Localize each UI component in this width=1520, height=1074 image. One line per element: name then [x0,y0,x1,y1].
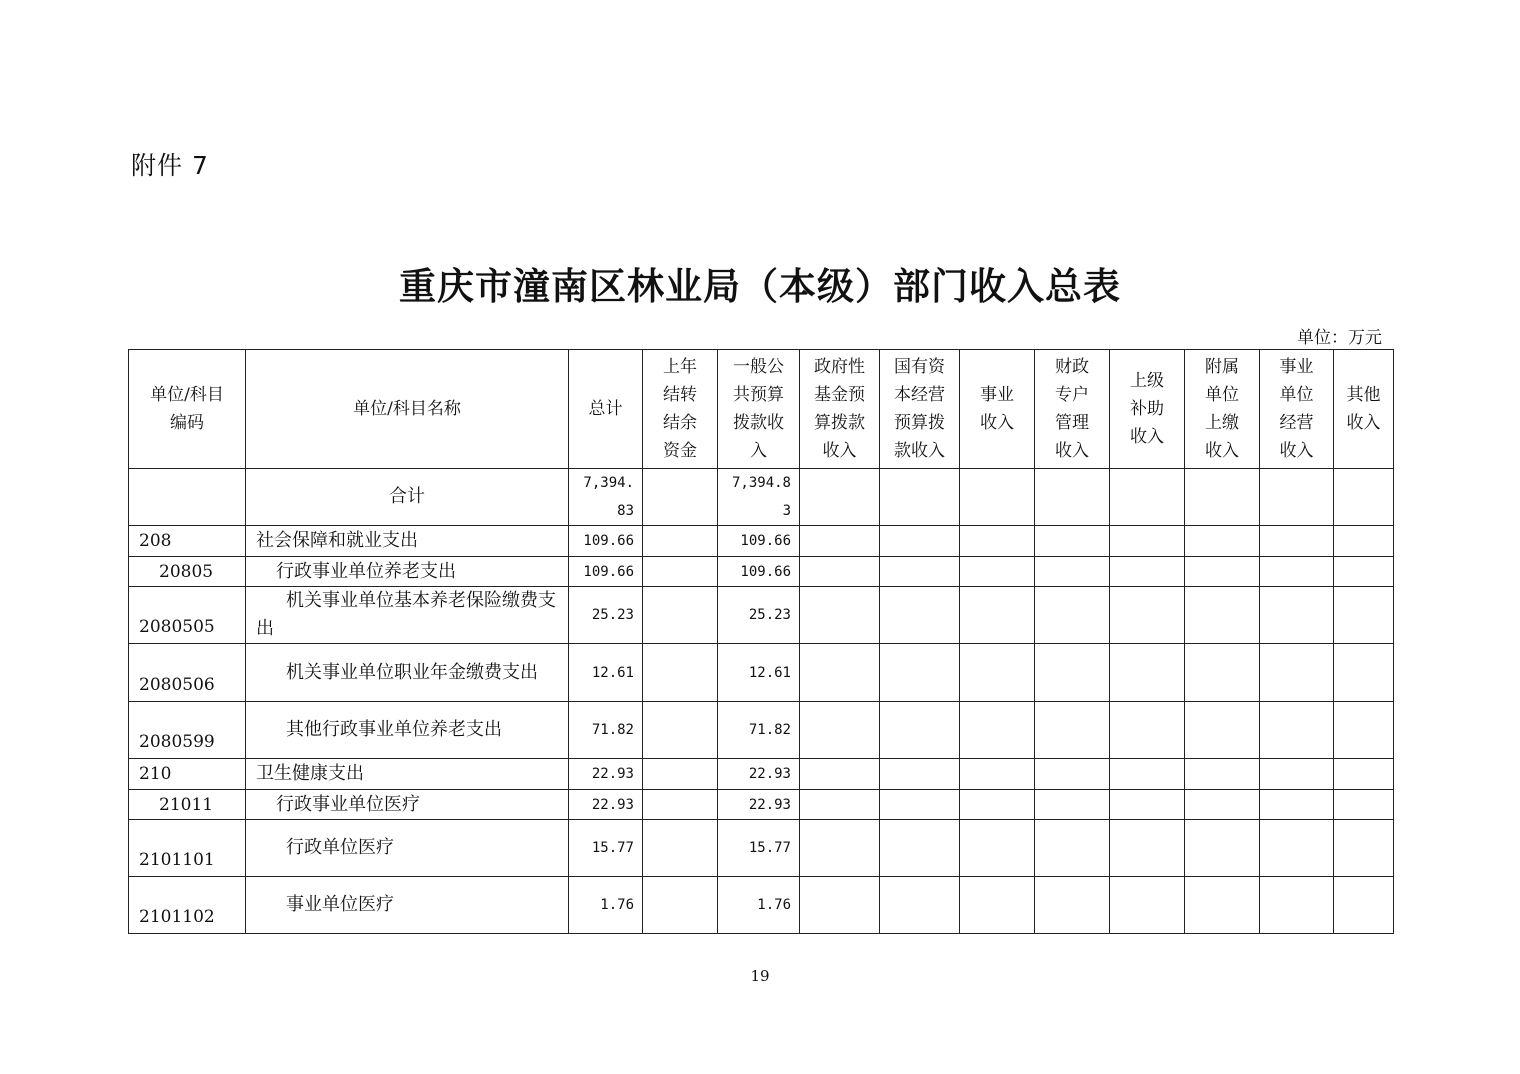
empty-cell [643,526,718,557]
empty-cell [1334,526,1394,557]
name-cell: 行政事业单位养老支出 [246,557,569,587]
header-cell: 上级 补助 收入 [1110,350,1185,469]
empty-cell [960,644,1035,702]
header-cell: 事业 收入 [960,350,1035,469]
total-cell: 12.61 [569,644,643,702]
table-row [129,702,1394,759]
empty-cell [1185,820,1260,877]
empty-cell [1334,557,1394,587]
empty-cell [880,702,960,759]
name-cell: 其他行政事业单位养老支出 [246,702,569,759]
empty-cell [1260,526,1334,557]
total-cell: 1.76 [569,877,643,934]
empty-cell [1185,557,1260,587]
empty-cell [643,790,718,820]
empty-cell [800,820,880,877]
empty-cell [1035,790,1110,820]
code-cell: 208 [129,526,246,557]
empty-cell [960,702,1035,759]
empty-cell [1185,702,1260,759]
empty-cell [880,557,960,587]
empty-cell [880,469,960,526]
empty-cell [1260,759,1334,790]
table-row [129,587,1394,644]
table-row [129,759,1394,790]
table-row [129,790,1394,820]
empty-cell [1260,557,1334,587]
empty-cell [643,587,718,644]
total-cell: 22.93 [569,759,643,790]
empty-cell [643,469,718,526]
empty-cell [1110,587,1185,644]
name-cell: 机关事业单位职业年金缴费支出 [246,644,569,702]
empty-cell [800,759,880,790]
empty-cell [1035,877,1110,934]
code-cell: 2080505 [129,587,246,644]
total-cell: 15.77 [569,820,643,877]
empty-cell [1185,587,1260,644]
name-cell: 行政单位医疗 [246,820,569,877]
empty-cell [1110,469,1185,526]
empty-cell [800,587,880,644]
total-cell: 109.66 [569,557,643,587]
empty-cell [643,759,718,790]
empty-cell [1260,469,1334,526]
empty-cell [960,820,1035,877]
name-cell: 事业单位医疗 [246,877,569,934]
income-summary-table [128,349,1394,934]
empty-cell [643,702,718,759]
page-number: 19 [750,967,770,985]
code-cell: 20805 [129,557,246,587]
empty-cell [1110,759,1185,790]
header-cell: 财政 专户 管理 收入 [1035,350,1110,469]
empty-cell [1110,790,1185,820]
code-cell: 21011 [129,790,246,820]
empty-cell [1035,644,1110,702]
code-cell: 210 [129,759,246,790]
empty-cell [960,587,1035,644]
empty-cell [643,877,718,934]
empty-cell [1185,644,1260,702]
header-cell: 单位/科目名称 [246,350,569,469]
page-title: 重庆市潼南区林业局（本级）部门收入总表 [399,264,1121,308]
unit-label: 单位：万元 [1297,328,1382,348]
header-cell: 其他 收入 [1334,350,1394,469]
empty-cell [960,469,1035,526]
empty-cell [1110,526,1185,557]
empty-cell [1260,644,1334,702]
empty-cell [960,877,1035,934]
general-budget-cell: 109.66 [718,557,800,587]
empty-cell [800,877,880,934]
table-row [129,557,1394,587]
empty-cell [1260,790,1334,820]
name-cell: 社会保障和就业支出 [246,526,569,557]
total-cell: 71.82 [569,702,643,759]
table-row [129,644,1394,702]
name-cell: 机关事业单位基本养老保险缴费支出 [246,587,569,644]
general-budget-cell: 22.93 [718,790,800,820]
empty-cell [880,790,960,820]
header-row [129,350,1394,469]
empty-cell [800,702,880,759]
total-cell: 109.66 [569,526,643,557]
empty-cell [1260,877,1334,934]
empty-cell [643,644,718,702]
empty-cell [1260,587,1334,644]
name-cell: 合计 [246,469,569,526]
general-budget-cell: 22.93 [718,759,800,790]
total-cell: 25.23 [569,587,643,644]
code-cell: 2101101 [129,820,246,877]
general-budget-cell: 7,394.8 3 [718,469,800,526]
empty-cell [800,526,880,557]
table-row [129,526,1394,557]
empty-cell [1334,587,1394,644]
general-budget-cell: 71.82 [718,702,800,759]
empty-cell [1334,820,1394,877]
header-cell: 国有资 本经营 预算拨 款收入 [880,350,960,469]
code-cell: 2101102 [129,877,246,934]
empty-cell [1035,759,1110,790]
code-cell: 2080599 [129,702,246,759]
empty-cell [1110,702,1185,759]
empty-cell [1185,526,1260,557]
empty-cell [1035,587,1110,644]
empty-cell [1334,644,1394,702]
empty-cell [960,557,1035,587]
empty-cell [1185,469,1260,526]
table-row [129,877,1394,934]
empty-cell [800,790,880,820]
empty-cell [800,469,880,526]
name-cell: 行政事业单位医疗 [246,790,569,820]
empty-cell [800,557,880,587]
empty-cell [1110,820,1185,877]
empty-cell [960,759,1035,790]
header-cell: 单位/科目 编码 [129,350,246,469]
general-budget-cell: 15.77 [718,820,800,877]
empty-cell [1185,790,1260,820]
empty-cell [880,526,960,557]
code-cell: 2080506 [129,644,246,702]
empty-cell [1334,469,1394,526]
total-cell: 7,394. 83 [569,469,643,526]
total-cell: 22.93 [569,790,643,820]
header-cell: 附属 单位 上缴 收入 [1185,350,1260,469]
empty-cell [1334,877,1394,934]
general-budget-cell: 109.66 [718,526,800,557]
header-cell: 总计 [569,350,643,469]
header-cell: 事业 单位 经营 收入 [1260,350,1334,469]
empty-cell [1035,469,1110,526]
empty-cell [1260,702,1334,759]
empty-cell [1334,759,1394,790]
header-cell: 政府性 基金预 算拨款 收入 [800,350,880,469]
empty-cell [880,759,960,790]
attachment-label: 附件 7 [131,151,209,180]
empty-cell [1035,702,1110,759]
empty-cell [880,820,960,877]
empty-cell [1035,557,1110,587]
empty-cell [1110,877,1185,934]
empty-cell [960,526,1035,557]
table-row [129,820,1394,877]
header-cell: 一般公 共预算 拨款收 入 [718,350,800,469]
empty-cell [1185,877,1260,934]
empty-cell [1185,759,1260,790]
general-budget-cell: 1.76 [718,877,800,934]
empty-cell [880,644,960,702]
empty-cell [1035,526,1110,557]
empty-cell [880,877,960,934]
empty-cell [800,644,880,702]
empty-cell [1110,557,1185,587]
empty-cell [1110,644,1185,702]
empty-cell [960,790,1035,820]
empty-cell [643,820,718,877]
total-row [129,469,1394,526]
empty-cell [1035,820,1110,877]
empty-cell [1334,702,1394,759]
empty-cell [1260,820,1334,877]
header-cell: 上年 结转 结余 资金 [643,350,718,469]
name-cell: 卫生健康支出 [246,759,569,790]
empty-cell [643,557,718,587]
empty-cell [880,587,960,644]
general-budget-cell: 12.61 [718,644,800,702]
code-cell [129,469,246,526]
general-budget-cell: 25.23 [718,587,800,644]
empty-cell [1334,790,1394,820]
